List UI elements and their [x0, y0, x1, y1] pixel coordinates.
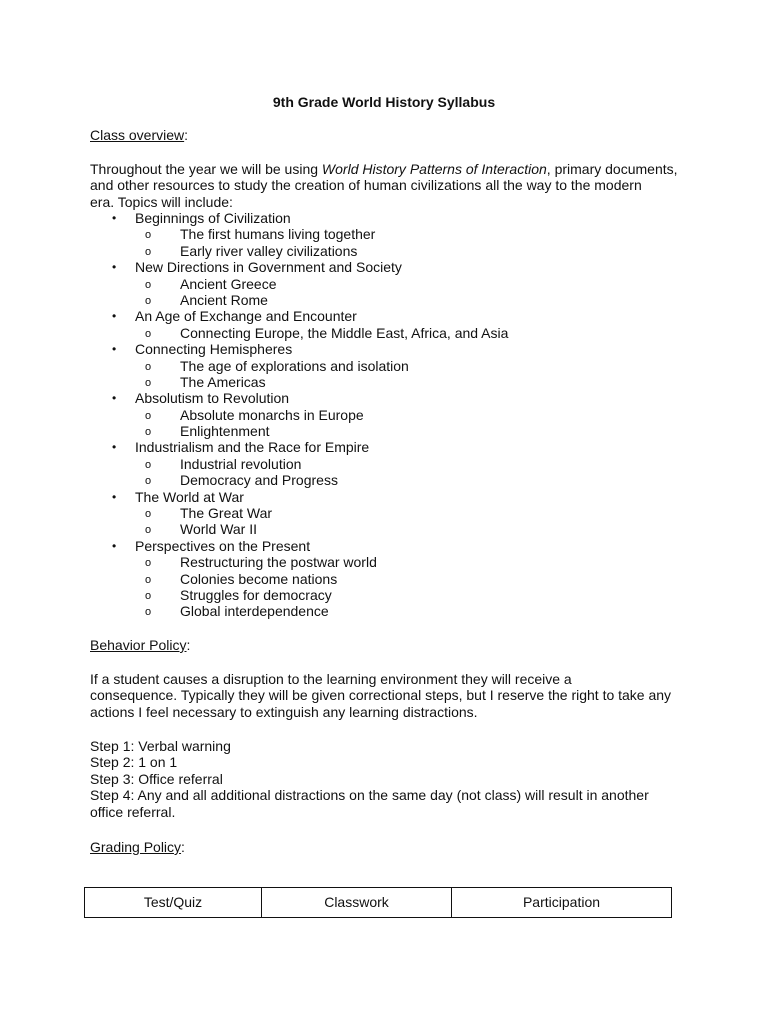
subtopic-label: Colonies become nations: [180, 570, 338, 587]
circle-bullet-icon: o: [145, 508, 152, 521]
class-overview-heading-colon: :: [184, 127, 189, 143]
topic-label: Industrialism and the Race for Empire: [135, 439, 370, 456]
page-title: 9th Grade World History Syllabus: [272, 94, 496, 110]
topic-item: [90, 259, 690, 275]
topic-label: New Directions in Government and Society: [135, 259, 402, 276]
overview-paragraph: [90, 161, 680, 210]
subtopic-item: [90, 374, 690, 390]
behavior-line-2: consequence. Typically they will be given correctional steps, but I reserve the right to take any: [90, 687, 672, 704]
circle-bullet-icon: o: [145, 409, 152, 422]
topic-item: [90, 341, 690, 357]
topic-label: Perspectives on the Present: [135, 537, 311, 554]
subtopic-item: [90, 521, 690, 537]
subtopic-item: [90, 276, 690, 292]
circle-bullet-icon: o: [145, 458, 152, 471]
subtopic-item: [90, 358, 690, 374]
subtopic-item: [90, 571, 690, 587]
grading-policy-heading: [90, 839, 185, 855]
subtopic-label: Struggles for democracy: [180, 586, 332, 603]
behavior-policy-heading: [90, 637, 190, 653]
bullet-icon: •: [112, 489, 117, 504]
circle-bullet-icon: o: [145, 606, 152, 619]
overview-intro-after: , primary documents,: [546, 161, 678, 177]
grading-policy-heading-label: Grading Policy: [90, 839, 182, 855]
topic-item: [90, 489, 690, 505]
grading-column-test-quiz: Test/Quiz: [85, 888, 262, 918]
subtopic-item: [90, 243, 690, 259]
subtopic-item: [90, 456, 690, 472]
overview-intro-before: Throughout the year we will be using: [90, 161, 322, 177]
subtopic-label: Ancient Rome: [180, 291, 268, 308]
bullet-icon: •: [112, 391, 117, 406]
subtopic-label: Enlightenment: [180, 423, 270, 440]
class-overview-heading: [90, 127, 188, 143]
circle-bullet-icon: o: [145, 589, 152, 602]
circle-bullet-icon: o: [145, 278, 152, 291]
circle-bullet-icon: o: [145, 245, 152, 258]
topic-label: The World at War: [135, 488, 244, 505]
bullet-icon: •: [112, 440, 117, 455]
circle-bullet-icon: o: [145, 229, 152, 242]
circle-bullet-icon: o: [145, 294, 152, 307]
subtopic-item: [90, 423, 690, 439]
topic-item: [90, 439, 690, 455]
step-1: Step 1: Verbal warning: [90, 738, 231, 754]
step-3: Step 3: Office referral: [90, 770, 223, 787]
subtopic-label: Industrial revolution: [180, 455, 302, 472]
subtopic-label: The Great War: [180, 505, 273, 522]
topic-item: [90, 390, 690, 406]
behavior-policy-heading-label: Behavior Policy: [90, 637, 187, 653]
subtopic-label: The first humans living together: [180, 226, 376, 243]
subtopic-label: World War II: [180, 521, 258, 538]
topic-label: An Age of Exchange and Encounter: [135, 308, 357, 325]
circle-bullet-icon: o: [145, 524, 152, 537]
circle-bullet-icon: o: [145, 327, 152, 340]
topic-label: Absolutism to Revolution: [135, 390, 290, 407]
behavior-line-1: If a student causes a disruption to the learning environment they will receive a: [90, 671, 572, 687]
step-2: Step 2: 1 on 1: [90, 754, 178, 771]
behavior-paragraph: [90, 671, 680, 720]
bullet-icon: •: [112, 538, 117, 553]
subtopic-label: Restructuring the postwar world: [180, 554, 377, 571]
circle-bullet-icon: o: [145, 426, 152, 439]
subtopic-label: Ancient Greece: [180, 275, 277, 292]
topic-label: Connecting Hemispheres: [135, 341, 293, 358]
behavior-policy-heading-colon: :: [186, 637, 191, 653]
topic-label: Beginnings of Civilization: [135, 210, 291, 226]
topic-item: [90, 538, 690, 554]
overview-line-3: era. Topics will include:: [90, 193, 233, 210]
topic-item: [90, 308, 690, 324]
bullet-icon: •: [112, 211, 117, 225]
grading-table-row: [85, 888, 672, 918]
grading-column-classwork: Classwork: [262, 888, 452, 918]
behavior-line-3: actions I feel necessary to extinguish any learning distractions.: [90, 703, 478, 720]
subtopic-item: [90, 603, 690, 619]
subtopic-label: The age of explorations and isolation: [180, 357, 409, 374]
subtopic-label: Absolute monarchs in Europe: [180, 406, 364, 423]
bullet-icon: •: [112, 260, 117, 275]
subtopic-label: Global interdependence: [180, 603, 329, 620]
subtopic-label: Connecting Europe, the Middle East, Africa, and Asia: [180, 324, 509, 341]
grading-table: [84, 887, 672, 918]
topics-list: [90, 210, 690, 620]
subtopic-item: [90, 407, 690, 423]
circle-bullet-icon: o: [145, 573, 152, 586]
overview-line-1: [90, 161, 680, 177]
behavior-steps: [90, 738, 680, 820]
subtopic-item: [90, 226, 690, 242]
subtopic-item: [90, 587, 690, 603]
circle-bullet-icon: o: [145, 360, 152, 373]
subtopic-label: Democracy and Progress: [180, 472, 338, 489]
subtopic-item: [90, 554, 690, 570]
subtopic-item: [90, 292, 690, 308]
circle-bullet-icon: o: [145, 376, 152, 389]
subtopic-label: Early river valley civilizations: [180, 242, 358, 259]
grading-policy-heading-colon: :: [181, 839, 185, 855]
topic-item: [90, 210, 690, 226]
bullet-icon: •: [112, 342, 117, 357]
circle-bullet-icon: o: [145, 475, 152, 488]
bullet-icon: •: [112, 309, 117, 324]
class-overview-heading-label: Class overview: [90, 127, 185, 143]
subtopic-item: [90, 472, 690, 488]
circle-bullet-icon: o: [145, 557, 152, 570]
subtopic-label: The Americas: [180, 373, 266, 390]
overview-line-2: and other resources to study the creation of human civilizations all the way to the modern: [90, 177, 642, 194]
subtopic-item: [90, 325, 690, 341]
step-4: Step 4: Any and all additional distractions on the same day (not class) will result in another office referral.: [90, 787, 649, 820]
grading-column-participation: Participation: [452, 888, 672, 918]
textbook-title: World History Patterns of Interaction: [321, 161, 547, 177]
subtopic-item: [90, 505, 690, 521]
